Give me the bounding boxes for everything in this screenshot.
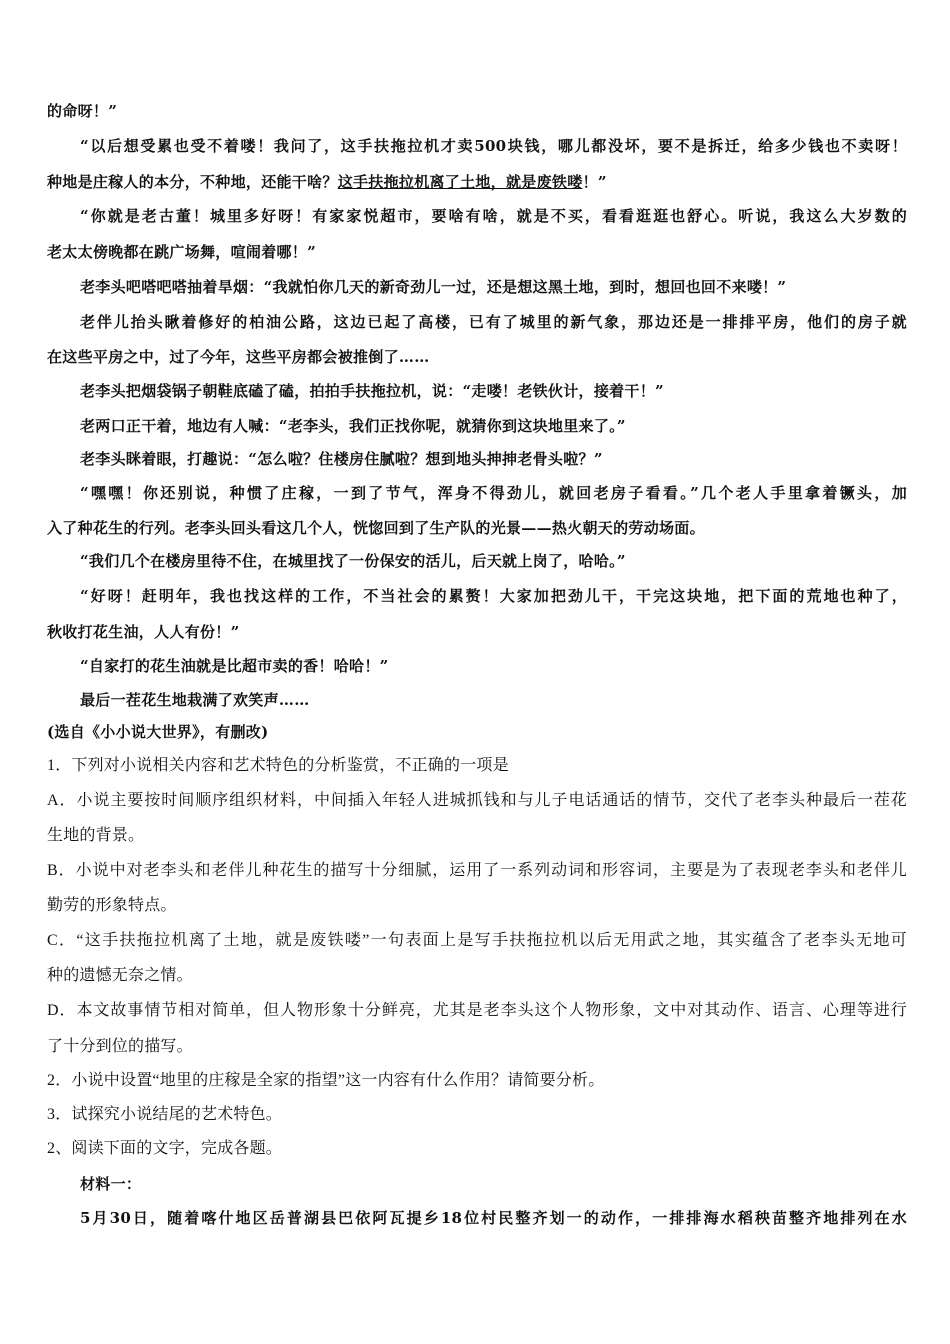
story-line: 老李头眯着眼，打趣说：“怎么啦？住楼房住腻啦？想到地头抻抻老骨头啦？” bbox=[80, 450, 603, 468]
story-line: “自家打的花生油就是比超市卖的香！哈哈！” bbox=[80, 657, 389, 675]
story-line: 种地是庄稼人的本分，不种地，还能干啥？这手扶拖拉机离了土地，就是废铁喽！” bbox=[47, 173, 607, 191]
story-line: “嘿嘿！你还别说，种惯了庄稼，一到了节气，浑身不得劲儿，就回老房子看看。”几个老人手里拿着镢头，加 bbox=[80, 484, 907, 502]
option-d: D．本文故事情节相对简单，但人物形象十分鲜亮，尤其是老李头这个人物形象，文中对其动作、语言、心理等进行 bbox=[47, 1002, 907, 1019]
story-line: 入了种花生的行列。老李头回头看这几个人，恍惚回到了生产队的光景——热火朝天的劳动场面。 bbox=[47, 519, 705, 537]
story-line: 老伴儿抬头瞅着修好的柏油公路，这边已起了高楼，已有了城里的新气象，那边还是一排排平房，他们的房子就 bbox=[80, 313, 907, 331]
story-line: “我们几个在楼房里待不住，在城里找了一份保安的活儿，后天就上岗了，哈哈。” bbox=[80, 552, 626, 570]
story-line: 最后一茬花生地栽满了欢笑声…… bbox=[80, 691, 310, 709]
option-b: B．小说中对老李头和老伴儿种花生的描写十分细腻，运用了一系列动词和形容词，主要是为了表现老李头和老伴儿 bbox=[47, 862, 907, 879]
story-line: 在这些平房之中，过了今年，这些平房都会被推倒了…… bbox=[47, 348, 430, 366]
option-a: A．小说主要按时间顺序组织材料，中间插入年轻人进城抓钱和与儿子电话通话的情节，交代了老李头种最后一茬花 bbox=[47, 792, 907, 809]
story-line: 老两口正干着，地边有人喊：“老李头，我们正找你呢，就猜你到这块地里来了。” bbox=[80, 417, 626, 435]
option-c-cont: 种的遗憾无奈之情。 bbox=[47, 967, 193, 984]
story-line: 老李头把烟袋锅子朝鞋底磕了磕，拍拍手扶拖拉机，说：“走喽！老铁伙计，接着干！” bbox=[80, 382, 664, 400]
option-d-cont: 了十分到位的描写。 bbox=[47, 1038, 193, 1055]
question-1: 1．下列对小说相关内容和艺术特色的分析鉴赏，不正确的一项是 bbox=[47, 757, 509, 774]
story-line: “你就是老古董！城里多好呀！有家家悦超市，要啥有啥，就是不买，看看逛逛也舒心。听说，我这么大岁数的 bbox=[80, 207, 907, 225]
story-line: 秋收打花生油，人人有份！” bbox=[47, 623, 240, 641]
option-b-cont: 勤劳的形象特点。 bbox=[47, 897, 177, 914]
story-line: 老李头吧嗒吧嗒抽着旱烟：“我就怕你几天的新奇劲儿一过，还是想这黑土地，到时，想回也回不来喽！” bbox=[80, 278, 787, 296]
story-line: “以后想受累也受不着喽！我问了，这手扶拖拉机才卖500块钱，哪儿都没坏，要不是拆迁，给多少钱也不卖呀！ bbox=[80, 137, 907, 155]
option-c: C．“这手扶拖拉机离了土地，就是废铁喽”一句表面上是写手扶拖拉机以后无用武之地，其实蕴含了老李头无地可 bbox=[47, 932, 907, 949]
source-note: (选自《小小说大世界》，有删改) bbox=[47, 723, 269, 741]
question-3: 3．试探究小说结尾的艺术特色。 bbox=[47, 1106, 283, 1123]
story-line: “好呀！赶明年，我也找这样的工作，不当社会的累赘！大家加把劲儿干，干完这块地，把下面的荒地也种了， bbox=[80, 587, 907, 605]
section-title: 2、阅读下面的文字，完成各题。 bbox=[47, 1140, 283, 1157]
underlined-sentence: 这手扶拖拉机离了土地，就是废铁喽 bbox=[337, 173, 583, 191]
story-line: 的命呀！” bbox=[47, 102, 118, 120]
story-line: 老太太傍晚都在跳广场舞，喧闹着哪！” bbox=[47, 243, 317, 261]
material-label: 材料一： bbox=[80, 1175, 142, 1193]
material-line: 5月30日，随着喀什地区岳普湖县巴依阿瓦提乡18位村民整齐划一的动作，一排排海水稻秧苗整齐地排列在水 bbox=[80, 1209, 907, 1227]
option-a-cont: 生地的背景。 bbox=[47, 827, 145, 844]
question-2: 2．小说中设置“地里的庄稼是全家的指望”这一内容有什么作用？请简要分析。 bbox=[47, 1072, 605, 1089]
